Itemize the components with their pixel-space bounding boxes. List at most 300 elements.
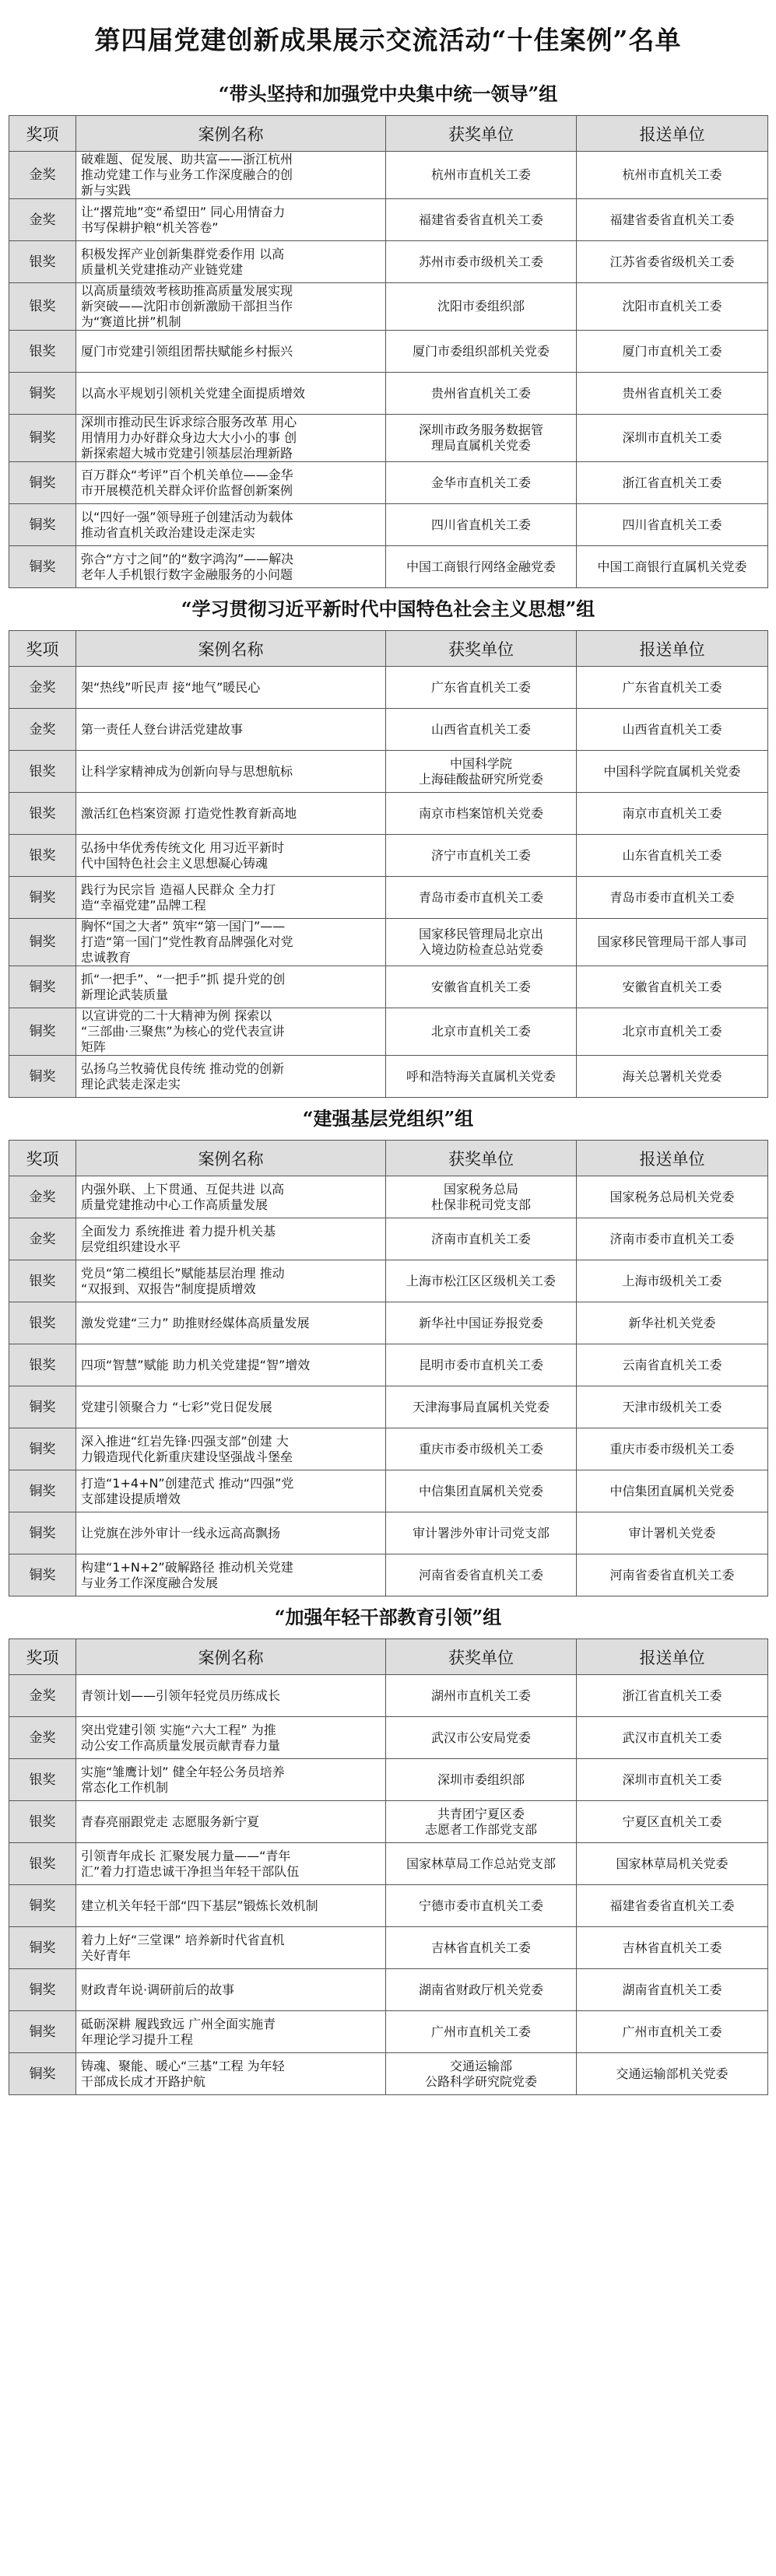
text-line: 以高水平规划引领机关党建全面提质增效 bbox=[81, 385, 306, 401]
text-line: 深圳市直机关工委 bbox=[622, 1772, 722, 1787]
text-line: 深圳市直机关工委 bbox=[622, 430, 722, 445]
text-line: 济宁市直机关工委 bbox=[430, 847, 531, 863]
text-line: 公路科学研究院党委 bbox=[424, 2073, 537, 2089]
case-name-cell bbox=[76, 1554, 386, 1596]
text-line: 新华社机关党委 bbox=[628, 1315, 716, 1330]
reporting-unit-cell bbox=[577, 2011, 768, 2053]
award-cell: 铜奖 bbox=[9, 1885, 76, 1927]
text-line: 福建省委省直机关工委 bbox=[609, 212, 735, 227]
text-line: 审计署涉外审计司党支部 bbox=[412, 1525, 550, 1540]
reporting-unit-cell bbox=[577, 1759, 768, 1801]
text-line: 江苏省委省级机关工委 bbox=[609, 254, 735, 269]
case-name-cell bbox=[76, 1428, 386, 1470]
text-line: 常态化工作机制 bbox=[81, 1779, 169, 1795]
winner-unit-cell bbox=[386, 1969, 577, 2011]
group-title: “建强基层党组织”组 bbox=[9, 1098, 767, 1140]
reporting-unit-cell bbox=[577, 152, 768, 199]
award-cell: 银奖 bbox=[9, 283, 76, 331]
text-line: 党员“第二模组长”赋能基层治理 推动 bbox=[81, 1265, 285, 1281]
header-winner-unit: 获奖单位 bbox=[386, 1639, 577, 1675]
winner-unit-cell bbox=[386, 1512, 577, 1554]
text-line: 天津市级机关工委 bbox=[622, 1399, 722, 1414]
case-name-cell bbox=[76, 462, 386, 504]
text-line: 国家税务总局机关党委 bbox=[609, 1189, 735, 1204]
winner-unit-cell bbox=[386, 1759, 577, 1801]
document-page bbox=[9, 8, 767, 2560]
text-line: 武汉市公安局党委 bbox=[430, 1730, 531, 1745]
case-name-cell bbox=[76, 1717, 386, 1759]
winner-unit-cell bbox=[386, 1218, 577, 1260]
text-line: 云南省直机关工委 bbox=[622, 1357, 722, 1372]
winner-unit-cell bbox=[386, 919, 577, 966]
award-cell: 铜奖 bbox=[9, 877, 76, 919]
table-body bbox=[9, 152, 768, 588]
award-cell: 银奖 bbox=[9, 1843, 76, 1885]
text-line: 青春亮丽跟党走 志愿服务新宁夏 bbox=[81, 1814, 260, 1829]
award-cell: 金奖 bbox=[9, 1717, 76, 1759]
winner-unit-cell bbox=[386, 751, 577, 793]
award-cell: 银奖 bbox=[9, 793, 76, 835]
table-body bbox=[9, 1675, 768, 2095]
table-header bbox=[9, 631, 768, 667]
reporting-unit-cell bbox=[577, 1843, 768, 1885]
group-section bbox=[9, 1098, 767, 1596]
winner-unit-cell bbox=[386, 709, 577, 751]
text-line: 以高质量绩效考核助推高质量发展实现 bbox=[81, 283, 293, 298]
text-line: 吉林省直机关工委 bbox=[430, 1940, 531, 1955]
winner-unit-cell bbox=[386, 1428, 577, 1470]
table-row bbox=[9, 1554, 768, 1596]
text-line: 安徽省直机关工委 bbox=[622, 979, 722, 994]
text-line: 北京市直机关工委 bbox=[622, 1024, 722, 1039]
text-line: 安徽省直机关工委 bbox=[430, 979, 531, 994]
text-line: 年理论学习提升工程 bbox=[81, 2031, 194, 2047]
header-row bbox=[9, 116, 768, 152]
table-row bbox=[9, 835, 768, 877]
case-name-cell bbox=[76, 1260, 386, 1302]
table-row bbox=[9, 1056, 768, 1098]
case-name-cell bbox=[76, 1176, 386, 1218]
table-row bbox=[9, 1176, 768, 1218]
table-row bbox=[9, 1675, 768, 1717]
text-line: 共青团宁夏区委 bbox=[437, 1806, 525, 1821]
award-cell: 银奖 bbox=[9, 331, 76, 373]
text-line: 交通运输部机关党委 bbox=[616, 2066, 729, 2081]
winner-unit-cell bbox=[386, 1801, 577, 1843]
reporting-unit-cell bbox=[577, 835, 768, 877]
case-name-cell bbox=[76, 1885, 386, 1927]
header-award: 奖项 bbox=[9, 116, 76, 152]
reporting-unit-cell bbox=[577, 1470, 768, 1512]
text-line: 老年人手机银行数字金融服务的小问题 bbox=[81, 566, 293, 582]
text-line: 矩阵 bbox=[81, 1039, 107, 1054]
text-line: 突出党建引领 实施“六大工程” 为推 bbox=[81, 1722, 276, 1737]
reporting-unit-cell bbox=[577, 1344, 768, 1386]
header-award: 奖项 bbox=[9, 1141, 76, 1176]
reporting-unit-cell bbox=[577, 877, 768, 919]
text-line: 青岛市委市直机关工委 bbox=[418, 889, 543, 905]
reporting-unit-cell bbox=[577, 667, 768, 709]
reporting-unit-cell bbox=[577, 241, 768, 283]
group-title: “加强年轻干部教育引领”组 bbox=[9, 1596, 767, 1638]
text-line: 广州市直机关工委 bbox=[622, 2024, 722, 2039]
text-line: 济南市直机关工委 bbox=[430, 1231, 531, 1246]
reporting-unit-cell bbox=[577, 504, 768, 546]
text-line: 铸魂、聚能、暖心“三基”工程 为年轻 bbox=[81, 2058, 285, 2073]
text-line: 推动党建工作与业务工作深度融合的创 bbox=[81, 167, 293, 182]
text-line: 质量党建推动中心工作高质量发展 bbox=[81, 1197, 269, 1212]
text-line: 深圳市委组织部 bbox=[437, 1772, 525, 1787]
header-winner-unit: 获奖单位 bbox=[386, 631, 577, 667]
text-line: 砥砺深耕 履践致远 广州全面实施青 bbox=[81, 2016, 276, 2031]
table-row bbox=[9, 751, 768, 793]
reporting-unit-cell bbox=[577, 1260, 768, 1302]
text-line: 河南省委省直机关工委 bbox=[609, 1567, 735, 1582]
case-name-cell bbox=[76, 1969, 386, 2011]
text-line: 打造“1+4+N”创建范式 推动“四强”党 bbox=[81, 1475, 294, 1491]
reporting-unit-cell bbox=[577, 546, 768, 588]
text-line: 理论武装走深走实 bbox=[81, 1076, 181, 1092]
table-body bbox=[9, 1176, 768, 1596]
text-line: 福建省委省直机关工委 bbox=[418, 212, 543, 227]
reporting-unit-cell bbox=[577, 415, 768, 462]
winner-unit-cell bbox=[386, 546, 577, 588]
award-cell: 金奖 bbox=[9, 152, 76, 199]
text-line: 胸怀“国之大者” 筑牢“第一国门”—— bbox=[81, 919, 286, 934]
winner-unit-cell bbox=[386, 1675, 577, 1717]
text-line: 国家移民管理局北京出 bbox=[418, 927, 543, 941]
table-row bbox=[9, 919, 768, 966]
text-line: 四川省直机关工委 bbox=[430, 517, 531, 532]
reporting-unit-cell bbox=[577, 462, 768, 504]
table-row bbox=[9, 793, 768, 835]
reporting-unit-cell bbox=[577, 1176, 768, 1218]
text-line: 杜保非税司党支部 bbox=[430, 1197, 531, 1212]
table-row bbox=[9, 1801, 768, 1843]
case-name-cell bbox=[76, 331, 386, 373]
reporting-unit-cell bbox=[577, 1056, 768, 1098]
case-name-cell bbox=[76, 283, 386, 331]
table-row bbox=[9, 1470, 768, 1512]
group-section bbox=[9, 588, 767, 1098]
award-cell: 银奖 bbox=[9, 241, 76, 283]
reporting-unit-cell bbox=[577, 793, 768, 835]
reporting-unit-cell bbox=[577, 751, 768, 793]
winner-unit-cell bbox=[386, 2053, 577, 2095]
case-name-cell bbox=[76, 835, 386, 877]
reporting-unit-cell bbox=[577, 283, 768, 331]
text-line: 用情用力办好群众身边大大小小的事 创 bbox=[81, 430, 297, 445]
text-line: 中信集团直属机关党委 bbox=[418, 1483, 543, 1498]
text-line: 引领青年成长 汇聚发展力量——“青年 bbox=[81, 1848, 291, 1863]
text-line: 贵州省直机关工委 bbox=[430, 385, 531, 401]
text-line: 理局直属机关党委 bbox=[430, 438, 531, 453]
text-line: 构建“1+N+2”破解路径 推动机关党建 bbox=[81, 1559, 293, 1575]
text-line: 国家林草局机关党委 bbox=[616, 1856, 729, 1871]
award-cell: 金奖 bbox=[9, 709, 76, 751]
award-cell: 银奖 bbox=[9, 835, 76, 877]
winner-unit-cell bbox=[386, 373, 577, 415]
case-name-cell bbox=[76, 1302, 386, 1344]
winner-unit-cell bbox=[386, 241, 577, 283]
text-line: 深圳市政务服务数据管 bbox=[418, 422, 543, 437]
award-cell: 铜奖 bbox=[9, 966, 76, 1008]
text-line: 重庆市委市级机关工委 bbox=[418, 1441, 543, 1456]
text-line: 新与实践 bbox=[81, 183, 132, 198]
text-line: 贵州省直机关工委 bbox=[622, 385, 722, 401]
text-line: 内强外联、上下贯通、互促共进 以高 bbox=[81, 1181, 285, 1197]
group-section bbox=[9, 1596, 767, 2095]
header-reporting-unit: 报送单位 bbox=[577, 1141, 768, 1176]
text-line: 市开展模范机关群众评价监督创新案例 bbox=[81, 482, 293, 498]
winner-unit-cell bbox=[386, 1843, 577, 1885]
award-cell: 铜奖 bbox=[9, 373, 76, 415]
winner-unit-cell bbox=[386, 2011, 577, 2053]
winner-unit-cell bbox=[386, 1260, 577, 1302]
header-award: 奖项 bbox=[9, 1639, 76, 1675]
text-line: 推动省直机关政治建设走深走实 bbox=[81, 524, 256, 540]
award-cell: 金奖 bbox=[9, 199, 76, 241]
award-cell: 银奖 bbox=[9, 1302, 76, 1344]
reporting-unit-cell bbox=[577, 1717, 768, 1759]
text-line: 弘扬乌兰牧骑优良传统 推动党的创新 bbox=[81, 1060, 285, 1076]
award-cell: 铜奖 bbox=[9, 1056, 76, 1098]
reporting-unit-cell bbox=[577, 199, 768, 241]
reporting-unit-cell bbox=[577, 1218, 768, 1260]
text-line: 干部成长成才开路护航 bbox=[81, 2073, 206, 2089]
reporting-unit-cell bbox=[577, 1969, 768, 2011]
reporting-unit-cell bbox=[577, 1885, 768, 1927]
case-name-cell bbox=[76, 966, 386, 1008]
award-cell: 铜奖 bbox=[9, 415, 76, 462]
groups-container bbox=[9, 73, 767, 2095]
table-row bbox=[9, 415, 768, 462]
text-line: 中国工商银行网络金融党委 bbox=[406, 559, 556, 574]
text-line: 天津海事局直属机关党委 bbox=[412, 1399, 550, 1414]
text-line: 架“热线”听民声 接“地气”暖民心 bbox=[81, 679, 261, 695]
table-header bbox=[9, 1141, 768, 1176]
header-reporting-unit: 报送单位 bbox=[577, 1639, 768, 1675]
award-cell: 铜奖 bbox=[9, 2011, 76, 2053]
table-row bbox=[9, 1759, 768, 1801]
table-row bbox=[9, 709, 768, 751]
reporting-unit-cell bbox=[577, 1428, 768, 1470]
winner-unit-cell bbox=[386, 1056, 577, 1098]
winner-unit-cell bbox=[386, 1176, 577, 1218]
text-line: 全面发力 系统推进 着力提升机关基 bbox=[81, 1223, 276, 1239]
text-line: 力锻造现代化新重庆建设坚强战斗堡垒 bbox=[81, 1449, 293, 1464]
text-line: 浙江省直机关工委 bbox=[622, 1688, 722, 1703]
table-row bbox=[9, 1386, 768, 1428]
text-line: 国家税务总局 bbox=[443, 1181, 518, 1197]
award-cell: 铜奖 bbox=[9, 2053, 76, 2095]
case-name-cell bbox=[76, 373, 386, 415]
table-row bbox=[9, 1008, 768, 1056]
award-cell: 铜奖 bbox=[9, 1008, 76, 1056]
table-row bbox=[9, 1969, 768, 2011]
text-line: 杭州市直机关工委 bbox=[430, 167, 531, 182]
case-name-cell bbox=[76, 2053, 386, 2095]
table-row bbox=[9, 1260, 768, 1302]
winner-unit-cell bbox=[386, 1927, 577, 1969]
reporting-unit-cell bbox=[577, 2053, 768, 2095]
text-line: 志愿者工作部党支部 bbox=[424, 1821, 537, 1837]
text-line: 深圳市推动民生诉求综合服务改革 用心 bbox=[81, 415, 297, 429]
case-name-cell bbox=[76, 919, 386, 966]
award-cell: 银奖 bbox=[9, 1759, 76, 1801]
text-line: 宁夏区直机关工委 bbox=[622, 1814, 722, 1829]
group-title: “学习贯彻习近平新时代中国特色社会主义思想”组 bbox=[9, 588, 767, 630]
text-line: 南京市直机关工委 bbox=[622, 805, 722, 821]
reporting-unit-cell bbox=[577, 1512, 768, 1554]
text-line: “三部曲·三聚焦”为核心的党代表宣讲 bbox=[81, 1024, 285, 1039]
case-name-cell bbox=[76, 1344, 386, 1386]
header-case-name: 案例名称 bbox=[76, 1639, 386, 1675]
text-line: 积极发挥产业创新集群党委作用 以高 bbox=[81, 246, 285, 261]
award-cell: 金奖 bbox=[9, 667, 76, 709]
winner-unit-cell bbox=[386, 667, 577, 709]
table-row bbox=[9, 504, 768, 546]
header-row bbox=[9, 631, 768, 667]
text-line: 交通运输部 bbox=[449, 2058, 512, 2073]
text-line: 质量机关党建推动产业链党建 bbox=[81, 261, 244, 277]
award-table bbox=[9, 630, 768, 1098]
document-title: 第四届党建创新成果展示交流活动“十佳案例”名单 bbox=[9, 8, 767, 73]
case-name-cell bbox=[76, 199, 386, 241]
reporting-unit-cell bbox=[577, 1675, 768, 1717]
text-line: 上海市松江区区级机关工委 bbox=[406, 1273, 556, 1288]
text-line: 海关总署机关党委 bbox=[622, 1068, 722, 1084]
reporting-unit-cell bbox=[577, 1386, 768, 1428]
text-line: 百万群众“考评”百个机关单位——金华 bbox=[81, 467, 293, 482]
text-line: 中国工商银行直属机关党委 bbox=[597, 559, 747, 574]
group-title: “带头坚持和加强党中央集中统一领导”组 bbox=[9, 73, 767, 115]
winner-unit-cell bbox=[386, 283, 577, 331]
award-cell: 铜奖 bbox=[9, 1428, 76, 1470]
case-name-cell bbox=[76, 1218, 386, 1260]
text-line: 汇”着力打造忠诚干净担当年轻干部队伍 bbox=[81, 1863, 300, 1879]
reporting-unit-cell bbox=[577, 1554, 768, 1596]
text-line: 湖南省财政厅机关党委 bbox=[418, 1982, 543, 1997]
winner-unit-cell bbox=[386, 793, 577, 835]
text-line: 上海硅酸盐研究所党委 bbox=[418, 771, 543, 787]
award-cell: 铜奖 bbox=[9, 1512, 76, 1554]
award-cell: 铜奖 bbox=[9, 462, 76, 504]
text-line: 代中国特色社会主义思想凝心铸魂 bbox=[81, 855, 269, 871]
text-line: 南京市档案馆机关党委 bbox=[418, 805, 543, 821]
winner-unit-cell bbox=[386, 1717, 577, 1759]
table-header bbox=[9, 1639, 768, 1675]
text-line: 建立机关年轻干部“四下基层”锻炼长效机制 bbox=[81, 1898, 318, 1913]
reporting-unit-cell bbox=[577, 919, 768, 966]
text-line: 让“撂荒地”变“希望田” 同心用情奋力 bbox=[81, 204, 286, 219]
text-line: 厦门市党建引领组团帮扶赋能乡村振兴 bbox=[81, 343, 293, 359]
award-cell: 铜奖 bbox=[9, 919, 76, 966]
table-row bbox=[9, 1428, 768, 1470]
winner-unit-cell bbox=[386, 835, 577, 877]
text-line: 北京市直机关工委 bbox=[430, 1024, 531, 1039]
text-line: 打造“第一国门”党性教育品牌强化对党 bbox=[81, 934, 293, 949]
text-line: 着力上好“三堂课” 培养新时代省直机 bbox=[81, 1932, 285, 1947]
text-line: 关好青年 bbox=[81, 1947, 132, 1963]
text-line: 实施“雏鹰计划” 健全年轻公务员培养 bbox=[81, 1764, 285, 1779]
reporting-unit-cell bbox=[577, 1801, 768, 1843]
table-row bbox=[9, 462, 768, 504]
award-table bbox=[9, 1638, 768, 2095]
text-line: 党建引领聚合力 “七彩”党日促发展 bbox=[81, 1399, 272, 1414]
text-line: 财政青年说·调研前后的故事 bbox=[81, 1982, 235, 1997]
award-cell: 铜奖 bbox=[9, 546, 76, 588]
text-line: 与业务工作深度融合发展 bbox=[81, 1575, 219, 1590]
case-name-cell bbox=[76, 877, 386, 919]
reporting-unit-cell bbox=[577, 1302, 768, 1344]
case-name-cell bbox=[76, 1470, 386, 1512]
text-line: 山西省直机关工委 bbox=[430, 721, 531, 737]
header-case-name: 案例名称 bbox=[76, 1141, 386, 1176]
text-line: 以“四好一强”领导班子创建活动为载体 bbox=[81, 509, 293, 524]
reporting-unit-cell bbox=[577, 331, 768, 373]
text-line: 破难题、促发展、助共富——浙江杭州 bbox=[81, 152, 293, 166]
award-cell: 金奖 bbox=[9, 1176, 76, 1218]
text-line: 沈阳市直机关工委 bbox=[622, 299, 722, 314]
text-line: 书写保耕护粮“机关答卷” bbox=[81, 219, 219, 235]
table-row bbox=[9, 331, 768, 373]
table-header bbox=[9, 116, 768, 152]
winner-unit-cell bbox=[386, 966, 577, 1008]
reporting-unit-cell bbox=[577, 1008, 768, 1056]
case-name-cell bbox=[76, 1056, 386, 1098]
table-row bbox=[9, 1927, 768, 1969]
text-line: 重庆市委市级机关工委 bbox=[609, 1441, 735, 1456]
case-name-cell bbox=[76, 1927, 386, 1969]
text-line: 济南市委市直机关工委 bbox=[609, 1231, 735, 1246]
table-row bbox=[9, 1302, 768, 1344]
table-row bbox=[9, 1512, 768, 1554]
text-line: 青岛市委市直机关工委 bbox=[609, 889, 735, 905]
award-cell: 银奖 bbox=[9, 1801, 76, 1843]
text-line: 厦门市委组织部机关党委 bbox=[412, 343, 550, 359]
header-row bbox=[9, 1141, 768, 1176]
winner-unit-cell bbox=[386, 1302, 577, 1344]
text-line: 河南省委省直机关工委 bbox=[418, 1567, 543, 1582]
reporting-unit-cell bbox=[577, 1927, 768, 1969]
case-name-cell bbox=[76, 667, 386, 709]
table-row bbox=[9, 966, 768, 1008]
table-row bbox=[9, 1843, 768, 1885]
winner-unit-cell bbox=[386, 1470, 577, 1512]
award-cell: 银奖 bbox=[9, 1344, 76, 1386]
winner-unit-cell bbox=[386, 1386, 577, 1428]
text-line: 新突破——沈阳市创新激励干部担当作 bbox=[81, 299, 293, 314]
table-row bbox=[9, 877, 768, 919]
text-line: 苏州市委市级机关工委 bbox=[418, 254, 543, 269]
award-table bbox=[9, 1140, 768, 1596]
table-row bbox=[9, 199, 768, 241]
header-row bbox=[9, 1639, 768, 1675]
winner-unit-cell bbox=[386, 1885, 577, 1927]
header-award: 奖项 bbox=[9, 631, 76, 667]
text-line: 浙江省直机关工委 bbox=[622, 475, 722, 490]
header-winner-unit: 获奖单位 bbox=[386, 1141, 577, 1176]
table-row bbox=[9, 2053, 768, 2095]
text-line: 呼和浩特海关直属机关党委 bbox=[406, 1068, 556, 1084]
text-line: 新理论武装质量 bbox=[81, 987, 169, 1002]
reporting-unit-cell bbox=[577, 373, 768, 415]
text-line: 湖南省直机关工委 bbox=[622, 1982, 722, 1997]
text-line: 激发党建“三力” 助推财经媒体高质量发展 bbox=[81, 1315, 310, 1330]
text-line: 支部建设提质增效 bbox=[81, 1491, 181, 1506]
reporting-unit-cell bbox=[577, 709, 768, 751]
